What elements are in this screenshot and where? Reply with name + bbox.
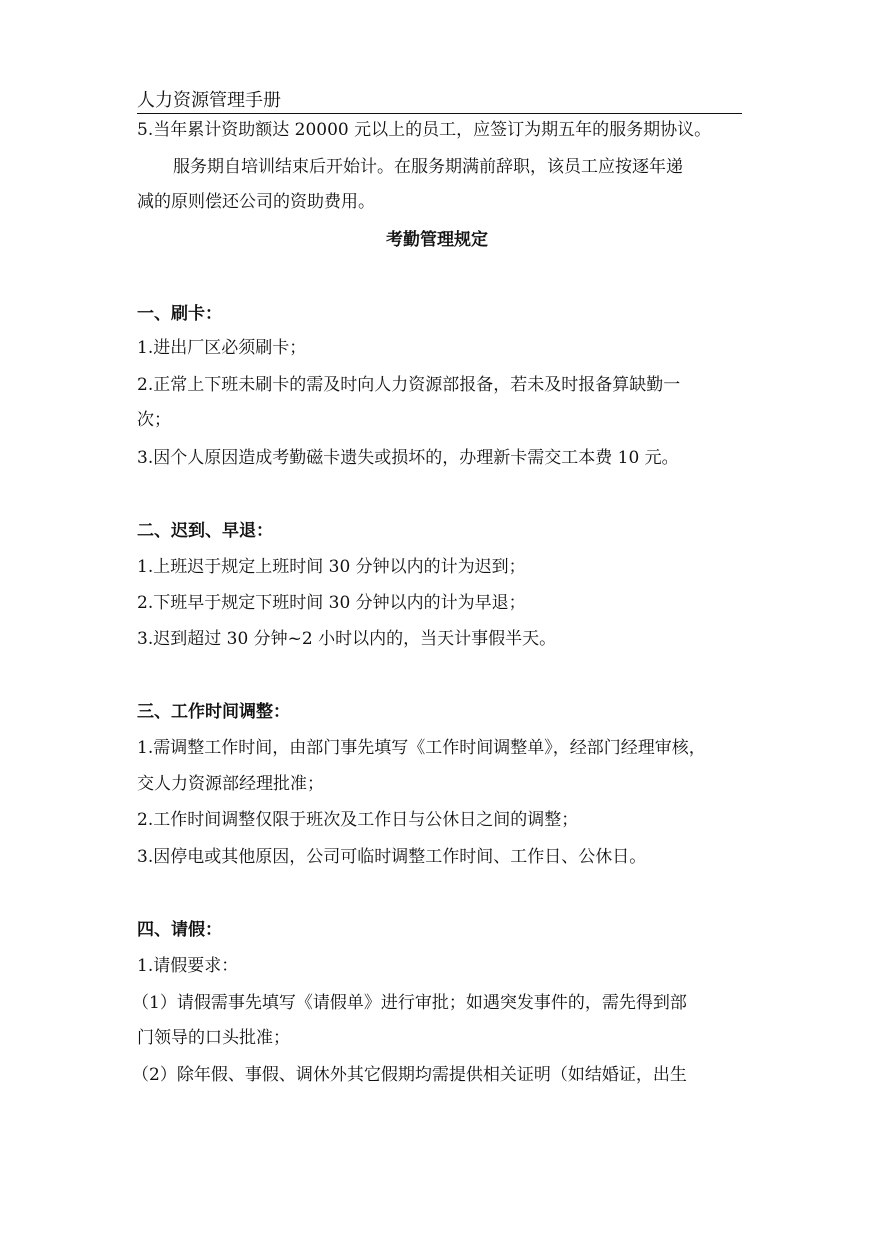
section-3-line-2: 交人力资源部经理批准； [137, 774, 324, 794]
intro-line-1: 5.当年累计资助额达 20000 元以上的员工，应签订为期五年的服务期协议。 [137, 120, 712, 140]
section-3-heading: 三、工作时间调整： [137, 702, 290, 722]
section-1-line-3: 次； [137, 410, 171, 430]
intro-line-3: 减的原则偿还公司的资助费用。 [137, 192, 375, 212]
section-4-line-1: 1.请假要求： [137, 956, 239, 976]
section-4-heading: 四、请假： [137, 920, 222, 940]
section-2-line-3: 3.迟到超过 30 分钟~2 小时以内的，当天计事假半天。 [137, 629, 557, 649]
section-4-line-2: （1）请假需事先填写《请假单》进行审批；如遇突发事件的，需先得到部 [132, 993, 687, 1013]
section-2-line-2: 2.下班早于规定下班时间 30 分钟以内的计为早退； [137, 593, 526, 613]
section-4-line-4: （2）除年假、事假、调休外其它假期均需提供相关证明（如结婚证，出生 [132, 1065, 687, 1085]
section-3-line-1: 1.需调整工作时间，由部门事先填写《工作时间调整单》，经部门经理审核， [137, 738, 706, 758]
section-2-line-1: 1.上班迟于规定上班时间 30 分钟以内的计为迟到； [137, 557, 526, 577]
section-3-line-3: 2.工作时间调整仅限于班次及工作日与公休日之间的调整； [137, 810, 579, 830]
section-3-line-4: 3.因停电或其他原因，公司可临时调整工作时间、工作日、公休日。 [137, 847, 647, 867]
page-header: 人力资源管理手册 [137, 88, 742, 114]
section-2-heading: 二、迟到、早退： [137, 521, 273, 541]
intro-line-2: 服务期自培训结束后开始计。在服务期满前辞职，该员工应按逐年递 [173, 157, 683, 177]
section-1-line-1: 1.进出厂区必须刷卡； [137, 338, 307, 358]
section-4-line-3: 门领导的口头批准； [137, 1028, 290, 1048]
section-1-heading: 一、刷卡： [137, 304, 222, 324]
section-1-line-4: 3.因个人原因造成考勤磁卡遗失或损坏的，办理新卡需交工本费 10 元。 [137, 448, 679, 468]
section-1-line-2: 2.正常上下班未刷卡的需及时向人力资源部报备，若未及时报备算缺勤一 [137, 375, 681, 395]
document-title: 考勤管理规定 [386, 230, 488, 250]
